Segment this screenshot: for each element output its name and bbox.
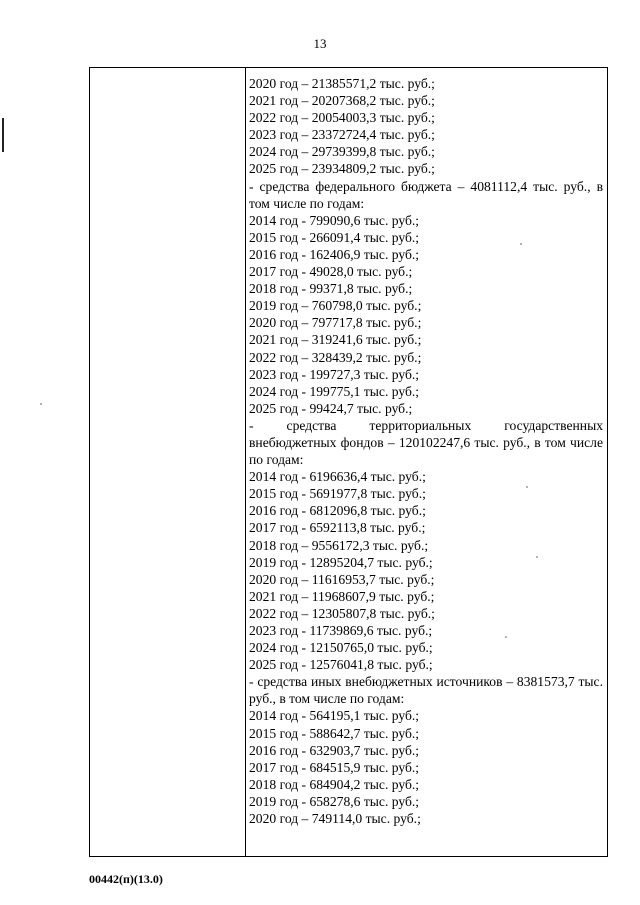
year-amount-line: 2015 год - 588642,7 тыс. руб.; xyxy=(249,725,420,741)
year-amount-line: 2017 год - 49028,0 тыс. руб.; xyxy=(249,264,413,280)
year-amount-line: 2024 год - 12150765,0 тыс. руб.; xyxy=(249,640,433,656)
funding-text-cell xyxy=(249,75,603,827)
year-amount-line: 2017 год - 684515,9 тыс. руб.; xyxy=(249,759,420,775)
year-amount-line: 2015 год - 5691977,8 тыс. руб.; xyxy=(249,486,426,502)
scan-speck xyxy=(40,403,42,405)
year-amount-line: 2018 год – 9556172,3 тыс. руб.; xyxy=(249,537,429,553)
year-amount-line: 2014 год - 564195,1 тыс. руб.; xyxy=(249,708,420,724)
funding-source-paragraph: - средства федерального бюджета – 4081112,4 тыс. руб., в том числе по годам: xyxy=(249,178,603,211)
year-amount-line: 2019 год - 12895204,7 тыс. руб.; xyxy=(249,554,433,570)
year-amount-line: 2025 год - 12576041,8 тыс. руб.; xyxy=(249,657,433,673)
year-amount-line: 2018 год - 99371,8 тыс. руб.; xyxy=(249,281,413,297)
year-amount-line: 2022 год – 20054003,3 тыс. руб.; xyxy=(249,110,435,126)
funding-source-paragraph: - средства иных внебюджетных источников – 8381573,7 тыс. руб., в том числе по годам: xyxy=(249,674,603,707)
year-amount-line: 2023 год - 11739869,6 тыс. руб.; xyxy=(249,623,433,638)
year-amount-line: 2015 год - 266091,4 тыс. руб.; xyxy=(249,229,420,245)
year-amount-line: 2023 год - 199727,3 тыс. руб.; xyxy=(249,366,420,382)
year-amount-line: 2016 год - 162406,9 тыс. руб.; xyxy=(249,246,420,262)
year-amount-line: 2022 год – 328439,2 тыс. руб.; xyxy=(249,349,422,365)
year-amount-line: 2023 год – 23372724,4 тыс. руб.; xyxy=(249,127,435,143)
year-amount-line: 2016 год - 6812096,8 тыс. руб.; xyxy=(249,503,426,519)
year-amount-line: 2019 год - 658278,6 тыс. руб.; xyxy=(249,793,420,809)
year-amount-line: 2021 год – 11968607,9 тыс. руб.; xyxy=(249,588,435,604)
year-amount-line: 2020 год – 749114,0 тыс. руб.; xyxy=(249,811,421,827)
year-amount-line: 2017 год - 6592113,8 тыс. руб.; xyxy=(249,520,426,536)
scan-edge-mark xyxy=(2,118,4,152)
year-amount-line: 2024 год – 29739399,8 тыс. руб.; xyxy=(249,144,435,160)
table-column-divider xyxy=(245,68,246,856)
year-amount-line: 2019 год – 760798,0 тыс. руб.; xyxy=(249,298,422,314)
year-amount-line: 2025 год - 99424,7 тыс. руб.; xyxy=(249,400,413,416)
document-code: 00442(п)(13.0) xyxy=(89,872,163,886)
funding-source-paragraph: - средства территориальных государственных внебюджетных фондов – 120102247,6 тыс. руб., в том числе по годам: xyxy=(249,417,603,468)
year-amount-line: 2020 год – 21385571,2 тыс. руб.; xyxy=(249,76,435,91)
year-amount-line: 2024 год - 199775,1 тыс. руб.; xyxy=(249,383,420,399)
year-amount-line: 2014 год - 799090,6 тыс. руб.; xyxy=(249,212,420,228)
document-table xyxy=(89,67,608,857)
year-amount-line: 2021 год – 319241,6 тыс. руб.; xyxy=(249,332,422,348)
year-amount-line: 2020 год – 797717,8 тыс. руб.; xyxy=(249,315,422,331)
page-number: 13 xyxy=(313,36,327,51)
year-amount-line: 2021 год – 20207368,2 тыс. руб.; xyxy=(249,93,435,109)
year-amount-line: 2022 год – 12305807,8 тыс. руб.; xyxy=(249,605,435,621)
year-amount-line: 2018 год - 684904,2 тыс. руб.; xyxy=(249,776,420,792)
year-amount-line: 2025 год – 23934809,2 тыс. руб.; xyxy=(249,161,435,177)
year-amount-line: 2016 год - 632903,7 тыс. руб.; xyxy=(249,742,420,758)
year-amount-line: 2020 год – 11616953,7 тыс. руб.; xyxy=(249,571,435,587)
year-amount-line: 2014 год - 6196636,4 тыс. руб.; xyxy=(249,469,426,485)
